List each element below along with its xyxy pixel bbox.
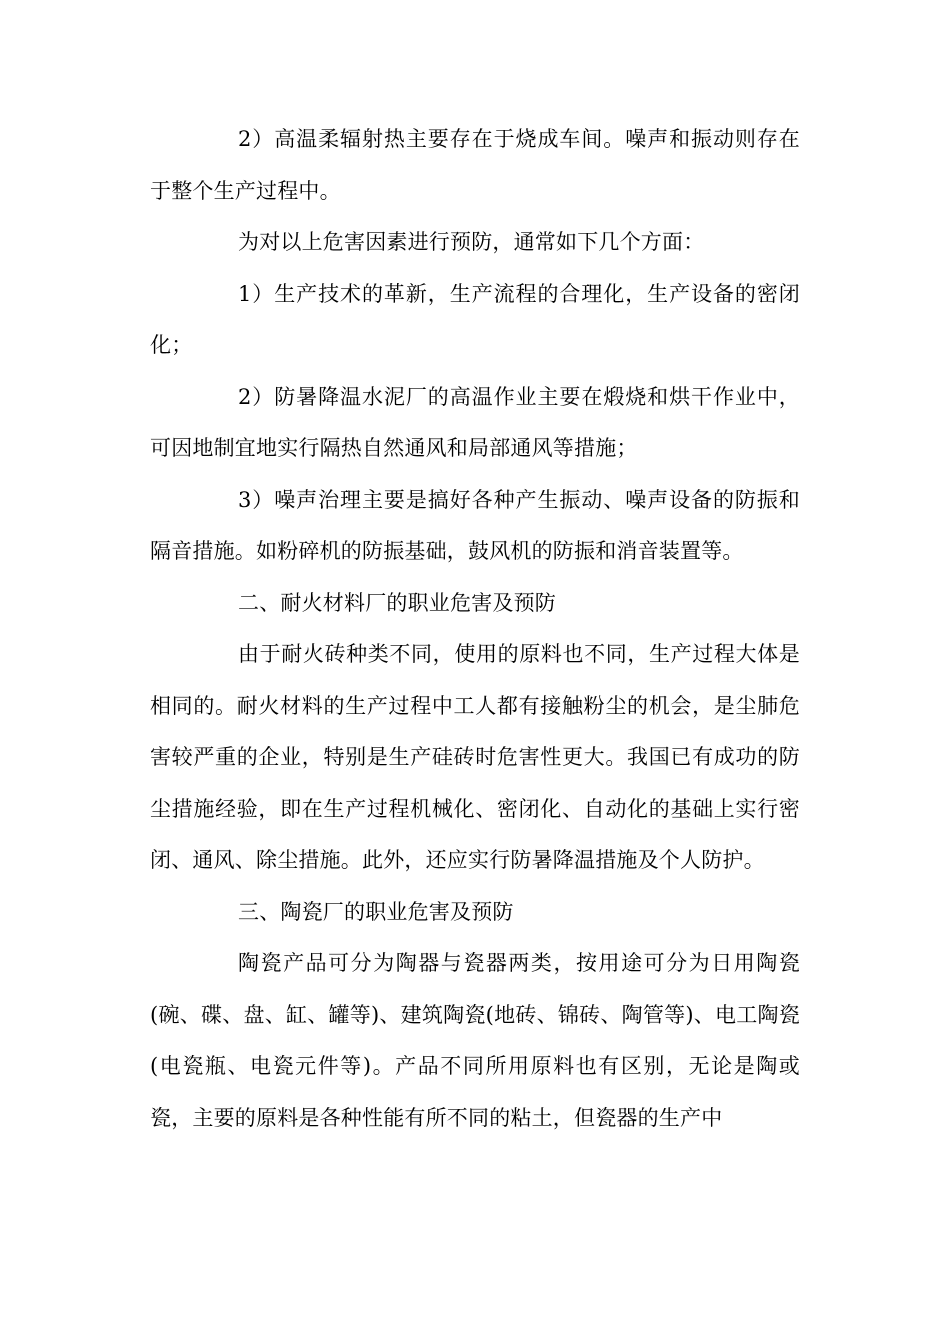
document-page xyxy=(150,114,800,1144)
paragraph-heat-prevention: 2）防暑降温水泥厂的高温作业主要在煅烧和烘干作业中，可因地制宜地实行隔热自然通风和局部通风等措施； xyxy=(150,384,800,460)
paragraph-ceramics-products: 陶瓷产品可分为陶器与瓷器两类，按用途可分为日用陶瓷(碗、碟、盘、缸、罐等)、建筑陶瓷(地砖、锦砖、陶管等)、电工陶瓷(电瓷瓶、电瓷元件等)。产品不同所用原料也有区别，无论是陶或瓷，主要的原料是各种性能有所不同的粘土，但瓷器的生产中 xyxy=(150,951,800,1130)
paragraph-refractory-hazards: 由于耐火砖种类不同，使用的原料也不同，生产过程大体是相同的。耐火材料的生产过程中工人都有接触粉尘的机会，是尘肺危害较严重的企业，特别是生产硅砖时危害性更大。我国已有成功的防尘措施经验，即在生产过程机械化、密闭化、自动化的基础上实行密闭、通风、除尘措施。此外，还应实行防暑降温措施及个人防护。 xyxy=(150,642,800,872)
paragraph-prevention-intro: 为对以上危害因素进行预防，通常如下几个方面： xyxy=(238,230,705,254)
paragraph-high-temperature-noise: 2）高温柔辐射热主要存在于烧成车间。噪声和振动则存在于整个生产过程中。 xyxy=(150,127,800,203)
section-heading-refractory: 二、耐火材料厂的职业危害及预防 xyxy=(238,590,556,615)
paragraph-noise-control: 3）噪声治理主要是搞好各种产生振动、噪声设备的防振和隔音措施。如粉碎机的防振基础，鼓风机的防振和消音装置等。 xyxy=(150,487,800,563)
section-heading-ceramics: 三、陶瓷厂的职业危害及预防 xyxy=(238,899,514,924)
paragraph-technology-innovation: 1）生产技术的革新，生产流程的合理化，生产设备的密闭化； xyxy=(150,281,800,357)
